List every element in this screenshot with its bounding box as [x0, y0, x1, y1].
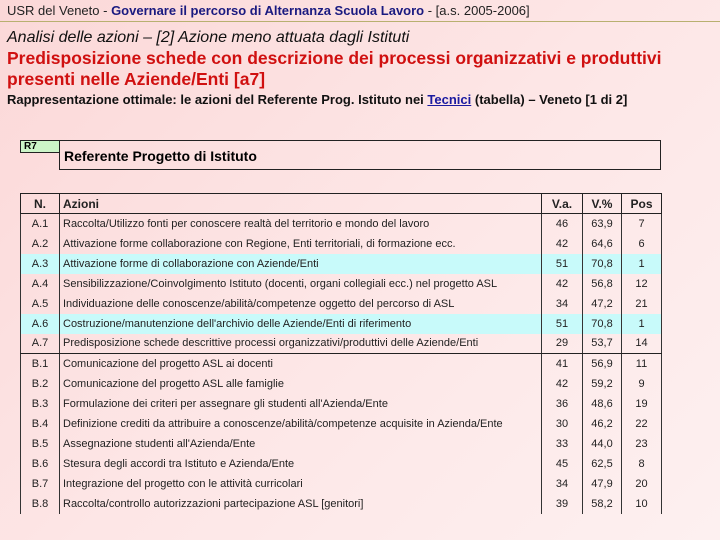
caption-prefix: Rappresentazione ottimale: le azioni del Referente Prog. Istituto nei: [7, 92, 428, 107]
table-row: [21, 234, 662, 254]
row-va: 29: [542, 334, 583, 354]
row-vp: 47,2: [583, 294, 622, 314]
org-label: USR del Veneto -: [7, 3, 112, 18]
row-vp: 70,8: [583, 254, 622, 274]
row-pos: 22: [622, 414, 662, 434]
subtitle: Analisi delle azioni – [2] Azione meno attuata dagli Istituti: [7, 29, 410, 46]
table-row: [21, 474, 662, 494]
row-va: 46: [542, 214, 583, 234]
row-action: Sensibilizzazione/Coinvolgimento Istituto (docenti, organi collegiali ecc.) nel progetto ASL: [60, 274, 542, 294]
row-va: 30: [542, 414, 583, 434]
row-pos: 10: [622, 494, 662, 514]
slide-header: [0, 0, 720, 22]
school-year: - [a.s. 2005-2006]: [424, 3, 530, 18]
row-action: Comunicazione del progetto ASL ai docenti: [60, 354, 542, 374]
col-pos: Pos: [622, 194, 662, 214]
table-row: [21, 494, 662, 514]
row-vp: 62,5: [583, 454, 622, 474]
row-pos: 1: [622, 314, 662, 334]
row-vp: 58,2: [583, 494, 622, 514]
row-action: Definizione crediti da attribuire a conoscenze/abilità/competenze acquisite in Azienda/Ente: [60, 414, 542, 434]
actions-table: [20, 193, 662, 514]
row-action: Comunicazione del progetto ASL alle famiglie: [60, 374, 542, 394]
row-pos: 7: [622, 214, 662, 234]
table-row: [21, 294, 662, 314]
row-va: 45: [542, 454, 583, 474]
representation-caption: [7, 92, 627, 107]
table-row: [21, 314, 662, 334]
row-pos: 21: [622, 294, 662, 314]
table-row: [21, 274, 662, 294]
col-n: N.: [21, 194, 60, 214]
row-pos: 9: [622, 374, 662, 394]
row-pos: 6: [622, 234, 662, 254]
row-action: Costruzione/manutenzione dell'archivio delle Aziende/Enti di riferimento: [60, 314, 542, 334]
role-code-badge: R7: [20, 140, 60, 153]
row-pos: 23: [622, 434, 662, 454]
row-number: B.3: [21, 394, 60, 414]
row-number: A.2: [21, 234, 60, 254]
row-vp: 44,0: [583, 434, 622, 454]
row-vp: 59,2: [583, 374, 622, 394]
table-row: [21, 374, 662, 394]
table-row: [21, 254, 662, 274]
row-number: A.3: [21, 254, 60, 274]
row-va: 33: [542, 434, 583, 454]
row-va: 39: [542, 494, 583, 514]
row-action: Raccolta/controllo autorizzazioni partecipazione ASL [genitori]: [60, 494, 542, 514]
row-number: B.7: [21, 474, 60, 494]
row-action: Assegnazione studenti all'Azienda/Ente: [60, 434, 542, 454]
row-va: 41: [542, 354, 583, 374]
row-va: 51: [542, 314, 583, 334]
row-vp: 63,9: [583, 214, 622, 234]
row-va: 34: [542, 294, 583, 314]
row-action: Integrazione del progetto con le attività curricolari: [60, 474, 542, 494]
row-vp: 47,9: [583, 474, 622, 494]
row-vp: 48,6: [583, 394, 622, 414]
row-pos: 19: [622, 394, 662, 414]
row-number: B.1: [21, 354, 60, 374]
row-number: A.6: [21, 314, 60, 334]
row-number: A.5: [21, 294, 60, 314]
row-number: B.2: [21, 374, 60, 394]
row-number: B.4: [21, 414, 60, 434]
row-pos: 1: [622, 254, 662, 274]
row-number: B.8: [21, 494, 60, 514]
page-title: Predisposizione schede con descrizione dei processi organizzativi e produttivi presenti nelle Aziende/Enti [a7]: [7, 48, 662, 89]
row-pos: 11: [622, 354, 662, 374]
row-va: 51: [542, 254, 583, 274]
row-action: Attivazione forme collaborazione con Regione, Enti territoriali, di formazione ecc.: [60, 234, 542, 254]
row-va: 42: [542, 234, 583, 254]
row-vp: 64,6: [583, 234, 622, 254]
row-action: Formulazione dei criteri per assegnare gli studenti all'Azienda/Ente: [60, 394, 542, 414]
table-row: [21, 214, 662, 234]
row-pos: 20: [622, 474, 662, 494]
row-number: A.1: [21, 214, 60, 234]
row-vp: 46,2: [583, 414, 622, 434]
role-title-box: Referente Progetto di Istituto: [59, 140, 661, 170]
row-pos: 12: [622, 274, 662, 294]
table-row: [21, 434, 662, 454]
row-number: A.7: [21, 334, 60, 354]
row-number: A.4: [21, 274, 60, 294]
row-va: 42: [542, 274, 583, 294]
row-action: Predisposizione schede descrittive processi organizzativi/produttivi delle Aziende/Enti: [60, 334, 542, 354]
row-vp: 70,8: [583, 314, 622, 334]
row-vp: 56,8: [583, 274, 622, 294]
row-action: Raccolta/Utilizzo fonti per conoscere realtà del territorio e mondo del lavoro: [60, 214, 542, 234]
table-header-row: [21, 194, 662, 214]
col-azioni: Azioni: [60, 194, 542, 214]
row-number: B.6: [21, 454, 60, 474]
row-action: Attivazione forme di collaborazione con Aziende/Enti: [60, 254, 542, 274]
row-vp: 56,9: [583, 354, 622, 374]
table-row: [21, 394, 662, 414]
caption-suffix: (tabella) – Veneto [1 di 2]: [471, 92, 628, 107]
row-action: Stesura degli accordi tra Istituto e Azienda/Ente: [60, 454, 542, 474]
row-va: 34: [542, 474, 583, 494]
project-title: Governare il percorso di Alternanza Scuola Lavoro: [111, 3, 425, 18]
row-action: Individuazione delle conoscenze/abilità/competenze oggetto del percorso di ASL: [60, 294, 542, 314]
table-row: [21, 454, 662, 474]
col-vp: V.%: [583, 194, 622, 214]
row-pos: 14: [622, 334, 662, 354]
table-row: [21, 354, 662, 374]
tecnici-link[interactable]: Tecnici: [427, 92, 472, 107]
table-row: [21, 414, 662, 434]
row-pos: 8: [622, 454, 662, 474]
table-row: [21, 334, 662, 354]
row-va: 36: [542, 394, 583, 414]
row-va: 42: [542, 374, 583, 394]
col-va: V.a.: [542, 194, 583, 214]
row-number: B.5: [21, 434, 60, 454]
row-vp: 53,7: [583, 334, 622, 354]
